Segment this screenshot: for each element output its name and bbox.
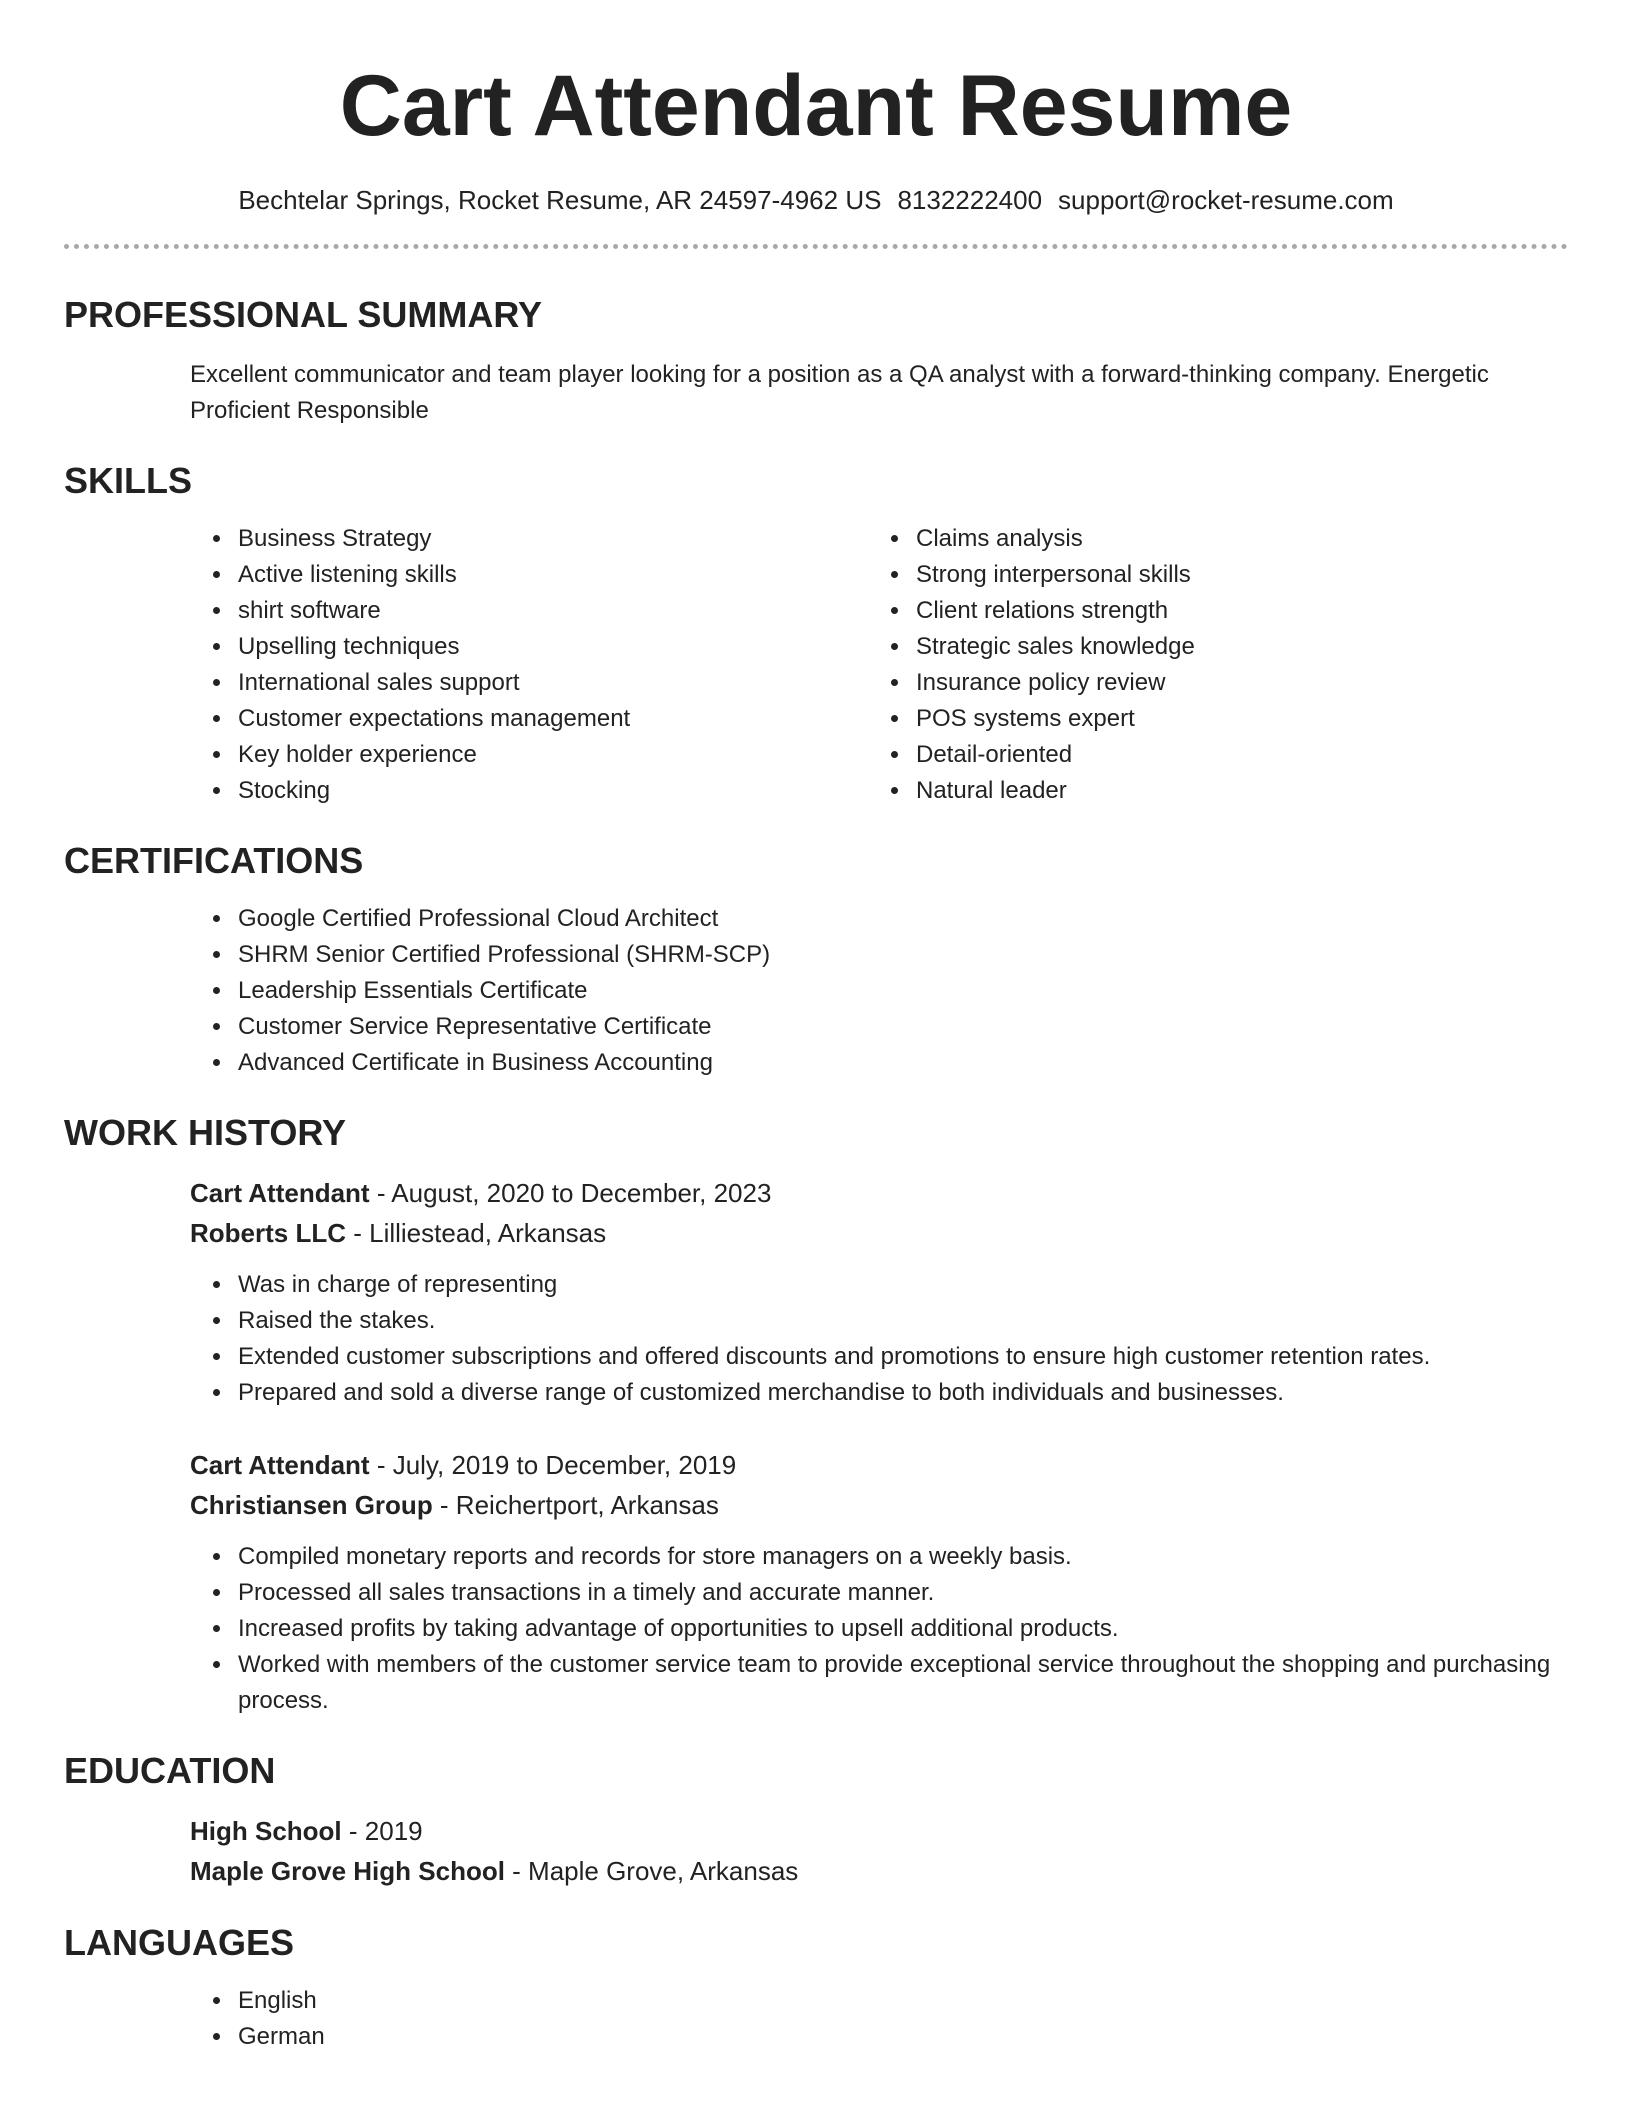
list-item: • English xyxy=(234,1983,1568,2019)
list-item: • Insurance policy review xyxy=(912,665,1195,701)
list-item: • Customer Service Representative Certificate xyxy=(234,1009,1568,1045)
job-title-line xyxy=(190,1173,1568,1213)
list-item: • International sales support xyxy=(234,665,744,701)
job-company: Roberts LLC xyxy=(190,1218,346,1248)
summary-text: Excellent communicator and team player looking for a position as a QA analyst with a forward-thinking company. Energetic Proficient Responsible xyxy=(190,361,1489,424)
list-item: • Natural leader xyxy=(912,773,1195,809)
skills-column-2 xyxy=(744,521,1195,809)
list-item: • Business Strategy xyxy=(234,521,744,557)
job-company: Christiansen Group xyxy=(190,1490,433,1520)
list-item: • shirt software xyxy=(234,593,744,629)
job-bullets xyxy=(190,1267,1568,1411)
job-location: - Lilliestead, Arkansas xyxy=(346,1218,607,1248)
skills-heading: SKILLS xyxy=(64,460,193,501)
list-item: • Raised the stakes. xyxy=(234,1303,1568,1339)
list-item: • Compiled monetary reports and records for store managers on a weekly basis. xyxy=(234,1539,1568,1575)
list-item: • Client relations strength xyxy=(912,593,1195,629)
education-school: Maple Grove High School xyxy=(190,1856,505,1886)
job-entry xyxy=(190,1445,1568,1719)
list-item: • Upselling techniques xyxy=(234,629,744,665)
list-item: • Prepared and sold a diverse range of customized merchandise to both individuals and businesses. xyxy=(234,1375,1568,1411)
skills-column-1 xyxy=(64,521,744,809)
list-item: • Customer expectations management xyxy=(234,701,744,737)
job-title-line xyxy=(190,1445,1568,1485)
resume-title: Cart Attendant Resume xyxy=(339,58,1293,154)
job-location: - Reichertport, Arkansas xyxy=(432,1490,719,1520)
education-degree: High School xyxy=(190,1816,342,1846)
job-entry xyxy=(190,1173,1568,1411)
list-item: • POS systems expert xyxy=(912,701,1195,737)
contact-address: Bechtelar Springs, Rocket Resume, AR 24597-4962 US xyxy=(238,185,882,215)
list-item: • Google Certified Professional Cloud Architect xyxy=(234,901,1568,937)
job-dates: - August, 2020 to December, 2023 xyxy=(369,1178,772,1208)
education-heading: EDUCATION xyxy=(64,1750,276,1791)
list-item: • Strategic sales knowledge xyxy=(912,629,1195,665)
work-history-heading: WORK HISTORY xyxy=(64,1112,347,1153)
list-item: • Stocking xyxy=(234,773,744,809)
list-item: • Strong interpersonal skills xyxy=(912,557,1195,593)
summary-heading: PROFESSIONAL SUMMARY xyxy=(64,294,543,335)
header-divider xyxy=(64,244,1568,249)
job-bullets xyxy=(190,1539,1568,1719)
job-company-line xyxy=(190,1213,1568,1253)
education-school-line xyxy=(190,1851,1568,1891)
list-item: • Detail-oriented xyxy=(912,737,1195,773)
list-item: • Active listening skills xyxy=(234,557,744,593)
list-item: • Processed all sales transactions in a timely and accurate manner. xyxy=(234,1575,1568,1611)
list-item: • SHRM Senior Certified Professional (SHRM-SCP) xyxy=(234,937,1568,973)
contact-line xyxy=(64,182,1568,218)
skills-list xyxy=(64,521,1568,809)
contact-email: support@rocket-resume.com xyxy=(1058,185,1394,215)
certifications-heading: CERTIFICATIONS xyxy=(64,840,364,881)
education-entry xyxy=(190,1811,1568,1891)
list-item: • Advanced Certificate in Business Accounting xyxy=(234,1045,1568,1081)
education-degree-line xyxy=(190,1811,1568,1851)
list-item: • Increased profits by taking advantage of opportunities to upsell additional products. xyxy=(234,1611,1568,1647)
education-location: - Maple Grove, Arkansas xyxy=(504,1856,799,1886)
certifications-list xyxy=(64,901,1568,1081)
languages-list xyxy=(64,1983,1568,2055)
contact-phone: 8132222400 xyxy=(897,185,1043,215)
job-dates: - July, 2019 to December, 2019 xyxy=(369,1450,737,1480)
list-item: • Worked with members of the customer service team to provide exceptional service throughout the shopping and purchasing process. xyxy=(234,1647,1568,1719)
education-year: - 2019 xyxy=(341,1816,423,1846)
job-role: Cart Attendant xyxy=(190,1178,370,1208)
list-item: • Claims analysis xyxy=(912,521,1195,557)
job-company-line xyxy=(190,1485,1568,1525)
list-item: • Extended customer subscriptions and offered discounts and promotions to ensure high customer retention rates. xyxy=(234,1339,1568,1375)
list-item: • German xyxy=(234,2019,1568,2055)
list-item: • Was in charge of representing xyxy=(234,1267,1568,1303)
job-role: Cart Attendant xyxy=(190,1450,370,1480)
languages-heading: LANGUAGES xyxy=(64,1922,295,1963)
list-item: • Key holder experience xyxy=(234,737,744,773)
list-item: • Leadership Essentials Certificate xyxy=(234,973,1568,1009)
